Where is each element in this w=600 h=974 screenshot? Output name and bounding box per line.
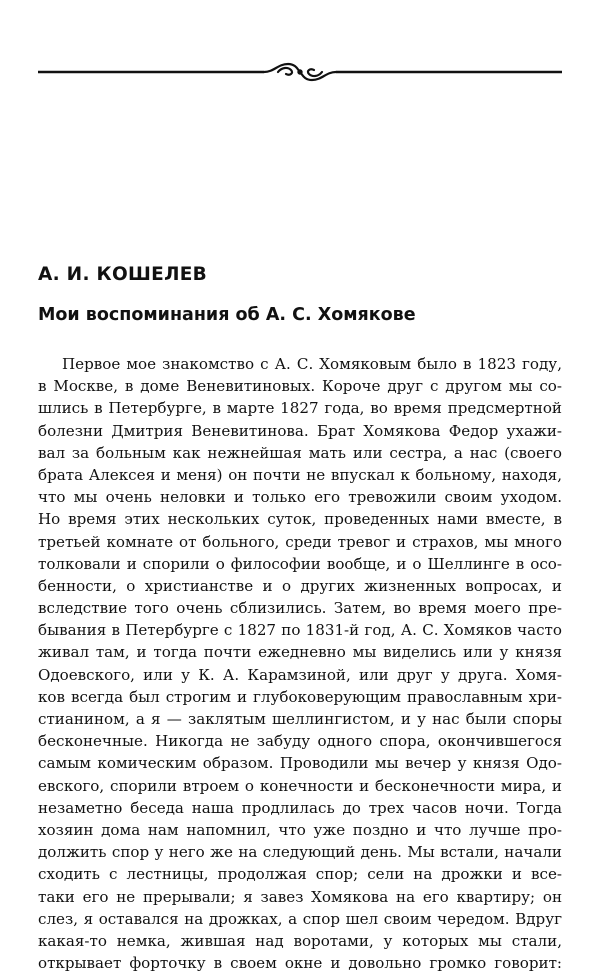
text-line: открывает форточку в своем окне и довольно громко говорит: bbox=[38, 954, 562, 973]
body-text bbox=[38, 353, 562, 974]
text-line: вал за больным как нежнейшая мать или сестра, а нас (своего bbox=[38, 443, 562, 462]
text-line: вследствие того очень сблизились. Затем, во время моего пре- bbox=[38, 599, 562, 618]
text-line: Но время этих нескольких суток, проведенных нами вместе, в bbox=[38, 510, 562, 529]
chapter-title: Мои воспоминания об А. С. Хомякове bbox=[38, 305, 416, 325]
header-ornament bbox=[38, 58, 562, 86]
text-line: болезни Дмитрия Веневитинова. Брат Хомякова Федор ухажи- bbox=[38, 421, 562, 440]
text-line: шлись в Петербурге, в марте 1827 года, во время предсмертной bbox=[38, 399, 562, 418]
text-line: должить спор у него же на следующий день. Мы встали, начали bbox=[38, 843, 562, 862]
text-line: Одоевского, или у К. А. Карамзиной, или друг у друга. Хомя- bbox=[38, 665, 562, 684]
scroll-flourish-icon bbox=[264, 64, 336, 80]
text-line: Первое мое знакомство с А. С. Хомяковым было в 1823 году, bbox=[62, 355, 562, 373]
text-line: бенности, о христианстве и о других жизненных вопросах, и bbox=[38, 576, 562, 595]
text-line: таки его не прерывали; я завез Хомякова на его квартиру; он bbox=[38, 887, 562, 906]
text-line: какая-то немка, жившая над воротами, у которых мы стали, bbox=[38, 931, 562, 950]
text-line: слез, я оставался на дрожках, а спор шел своим чередом. Вдруг bbox=[38, 909, 562, 928]
text-line: сходить с лестницы, продолжая спор; сели на дрожки и все- bbox=[38, 865, 562, 884]
text-line: что мы очень неловки и только его тревожили своим уходом. bbox=[38, 488, 562, 507]
text-line: третьей комнате от больного, среди тревог и страхов, мы много bbox=[38, 532, 562, 551]
text-line: толковали и спорили о философии вообще, и о Шеллинге в осо- bbox=[38, 554, 562, 573]
text-line: в Москве, в доме Веневитиновых. Короче друг с другом мы со- bbox=[38, 377, 562, 396]
text-line: незаметно беседа наша продлилась до трех часов ночи. Тогда bbox=[38, 798, 562, 817]
text-line: бесконечные. Никогда не забуду одного спора, окончившегося bbox=[38, 732, 562, 751]
text-line: хозяин дома нам напомнил, что уже поздно и что лучше про- bbox=[38, 820, 562, 839]
text-line: бывания в Петербурге с 1827 по 1831-й год, А. С. Хомяков часто bbox=[38, 621, 562, 640]
text-line: стианином, а я — заклятым шеллингистом, и у нас были споры bbox=[38, 710, 562, 728]
text-line: евского, спорили втроем о конечности и бесконечности мира, и bbox=[38, 776, 562, 795]
text-line: ков всегда был строгим и глубоковерующим православным хри- bbox=[38, 687, 562, 706]
text-line: самым комическим образом. Проводили мы вечер у князя Одо- bbox=[38, 754, 562, 773]
text-line: живал там, и тогда почти ежедневно мы виделись или у князя bbox=[38, 643, 562, 662]
text-line: брата Алексея и меня) он почти не впускал к больному, находя, bbox=[38, 465, 562, 484]
author-name: А. И. КОШЕЛЕВ bbox=[38, 264, 208, 285]
